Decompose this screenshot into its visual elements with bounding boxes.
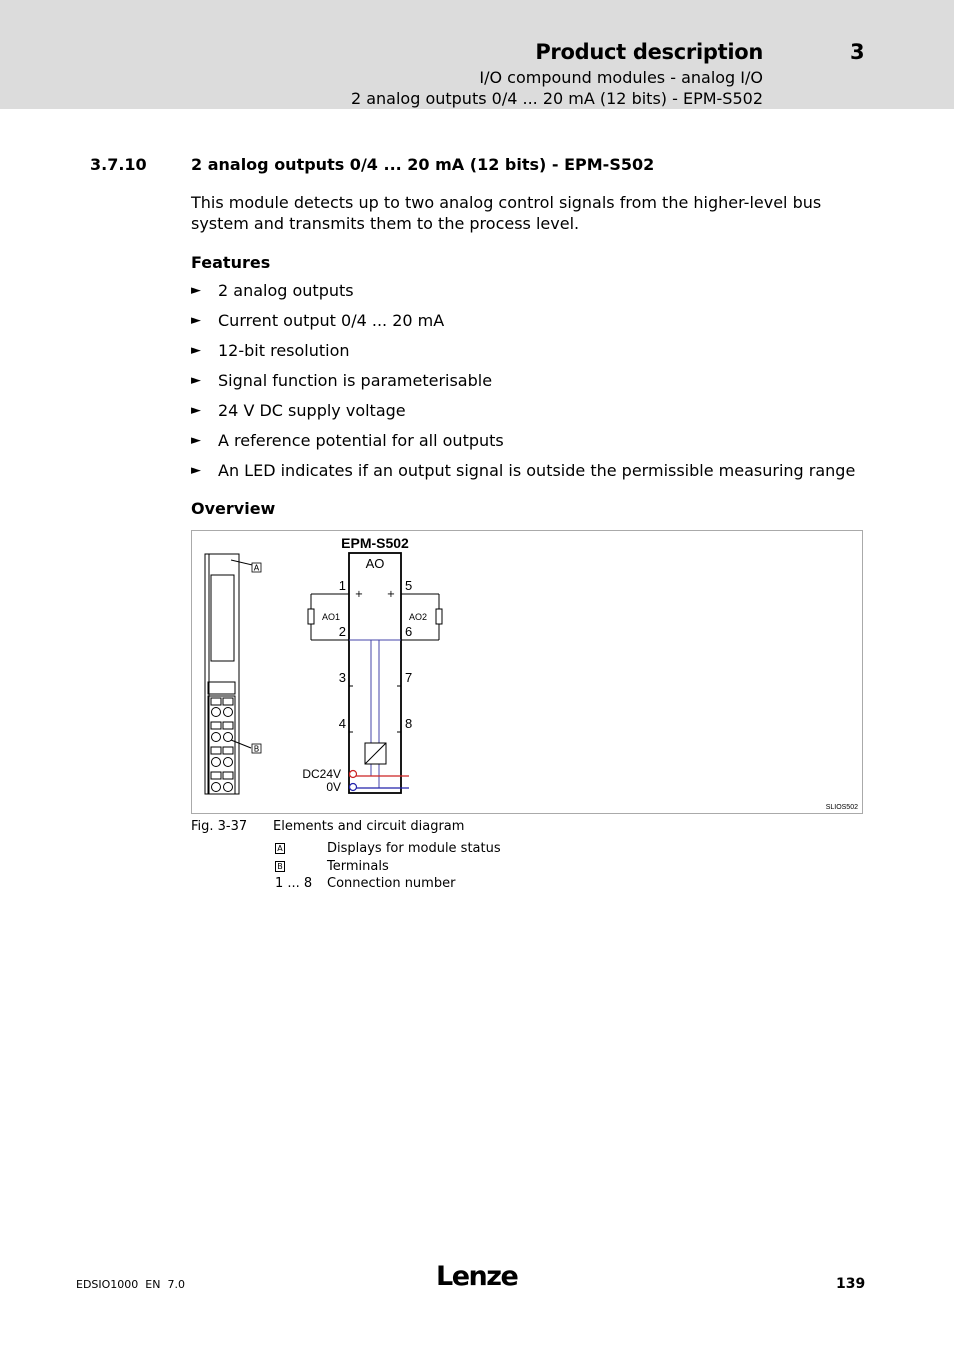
ao2-load: [436, 609, 442, 624]
bullet-arrow-icon: ►: [191, 313, 201, 328]
legend-key: B: [275, 859, 285, 874]
figure-code: SLIOS502: [825, 804, 858, 811]
pin-number: 8: [405, 716, 413, 731]
supply-label: DC24V: [302, 767, 341, 781]
list-item: ► Current output 0/4 ... 20 mA: [191, 311, 445, 330]
module-name: EPM-S502: [341, 535, 409, 551]
features-heading: Features: [191, 253, 271, 272]
0v-terminal-icon: [350, 784, 357, 791]
list-item: ► 24 V DC supply voltage: [191, 401, 406, 420]
feature-list: [191, 280, 855, 490]
pin-number: 1: [338, 578, 346, 593]
legend-value: Displays for module status: [327, 841, 501, 856]
legend-key: A: [275, 841, 285, 856]
document-id: EDSIO1000 EN 7.0: [76, 1278, 185, 1291]
page-title: Product description: [535, 40, 763, 64]
module-drawing: [205, 554, 261, 794]
dc24v-terminal-icon: [350, 771, 357, 778]
ao1-load: [308, 609, 314, 624]
plus-icon: +: [386, 589, 396, 600]
pin-number: 6: [405, 624, 413, 639]
section-number: 3.7.10: [90, 155, 147, 174]
bullet-arrow-icon: ►: [191, 373, 201, 388]
output-ao2-label: AO2: [409, 612, 428, 622]
section-title: 2 analog outputs 0/4 ... 20 mA (12 bits) - EPM-S502: [191, 155, 655, 174]
legend-value: Connection number: [327, 876, 456, 891]
list-item: ► 2 analog outputs: [191, 281, 354, 300]
bullet-arrow-icon: ►: [191, 463, 201, 478]
intro-paragraph: This module detects up to two analog control signals from the higher-level bus system and transmits them to the process level.: [191, 193, 822, 233]
legend-key: 1 ... 8: [275, 876, 313, 891]
list-item: ► An LED indicates if an output signal is outside the permissible measuring range: [191, 461, 856, 480]
bullet-arrow-icon: ►: [191, 433, 201, 448]
lenze-logo: Lenze: [436, 1261, 518, 1292]
pin-number: 4: [338, 716, 346, 731]
terminal-block: [208, 696, 235, 794]
pin-number: 5: [405, 578, 413, 593]
legend-value: Terminals: [327, 859, 389, 874]
marker-a-label: A: [253, 563, 260, 573]
pin-number: 3: [338, 670, 346, 685]
page-number: 139: [836, 1276, 866, 1292]
block-label: AO: [365, 556, 385, 571]
bullet-arrow-icon: ►: [191, 343, 201, 358]
bullet-arrow-icon: ►: [191, 283, 201, 298]
pin-number: 2: [338, 624, 346, 639]
list-item: ► 12-bit resolution: [191, 341, 350, 360]
figure-caption: Elements and circuit diagram: [273, 819, 465, 834]
marker-b-label: B: [253, 744, 260, 754]
header-subtitle: I/O compound modules - analog I/O: [479, 68, 763, 87]
figure-box: [191, 530, 863, 814]
header-subtitle-2: 2 analog outputs 0/4 ... 20 mA (12 bits) - EPM-S502: [350, 89, 763, 108]
module-status-leds: [211, 575, 234, 661]
plus-icon: +: [354, 589, 364, 600]
chapter-number: 3: [850, 40, 865, 64]
bullet-arrow-icon: ►: [191, 403, 201, 418]
list-item: ► Signal function is parameterisable: [191, 371, 493, 390]
figure-number: Fig. 3-37: [191, 819, 248, 834]
pin-number: 7: [405, 670, 413, 685]
output-ao1-label: AO1: [322, 612, 341, 622]
ground-label: 0V: [326, 780, 341, 794]
list-item: ► A reference potential for all outputs: [191, 431, 504, 450]
overview-heading: Overview: [191, 499, 276, 518]
circuit-diagram: [192, 531, 862, 813]
